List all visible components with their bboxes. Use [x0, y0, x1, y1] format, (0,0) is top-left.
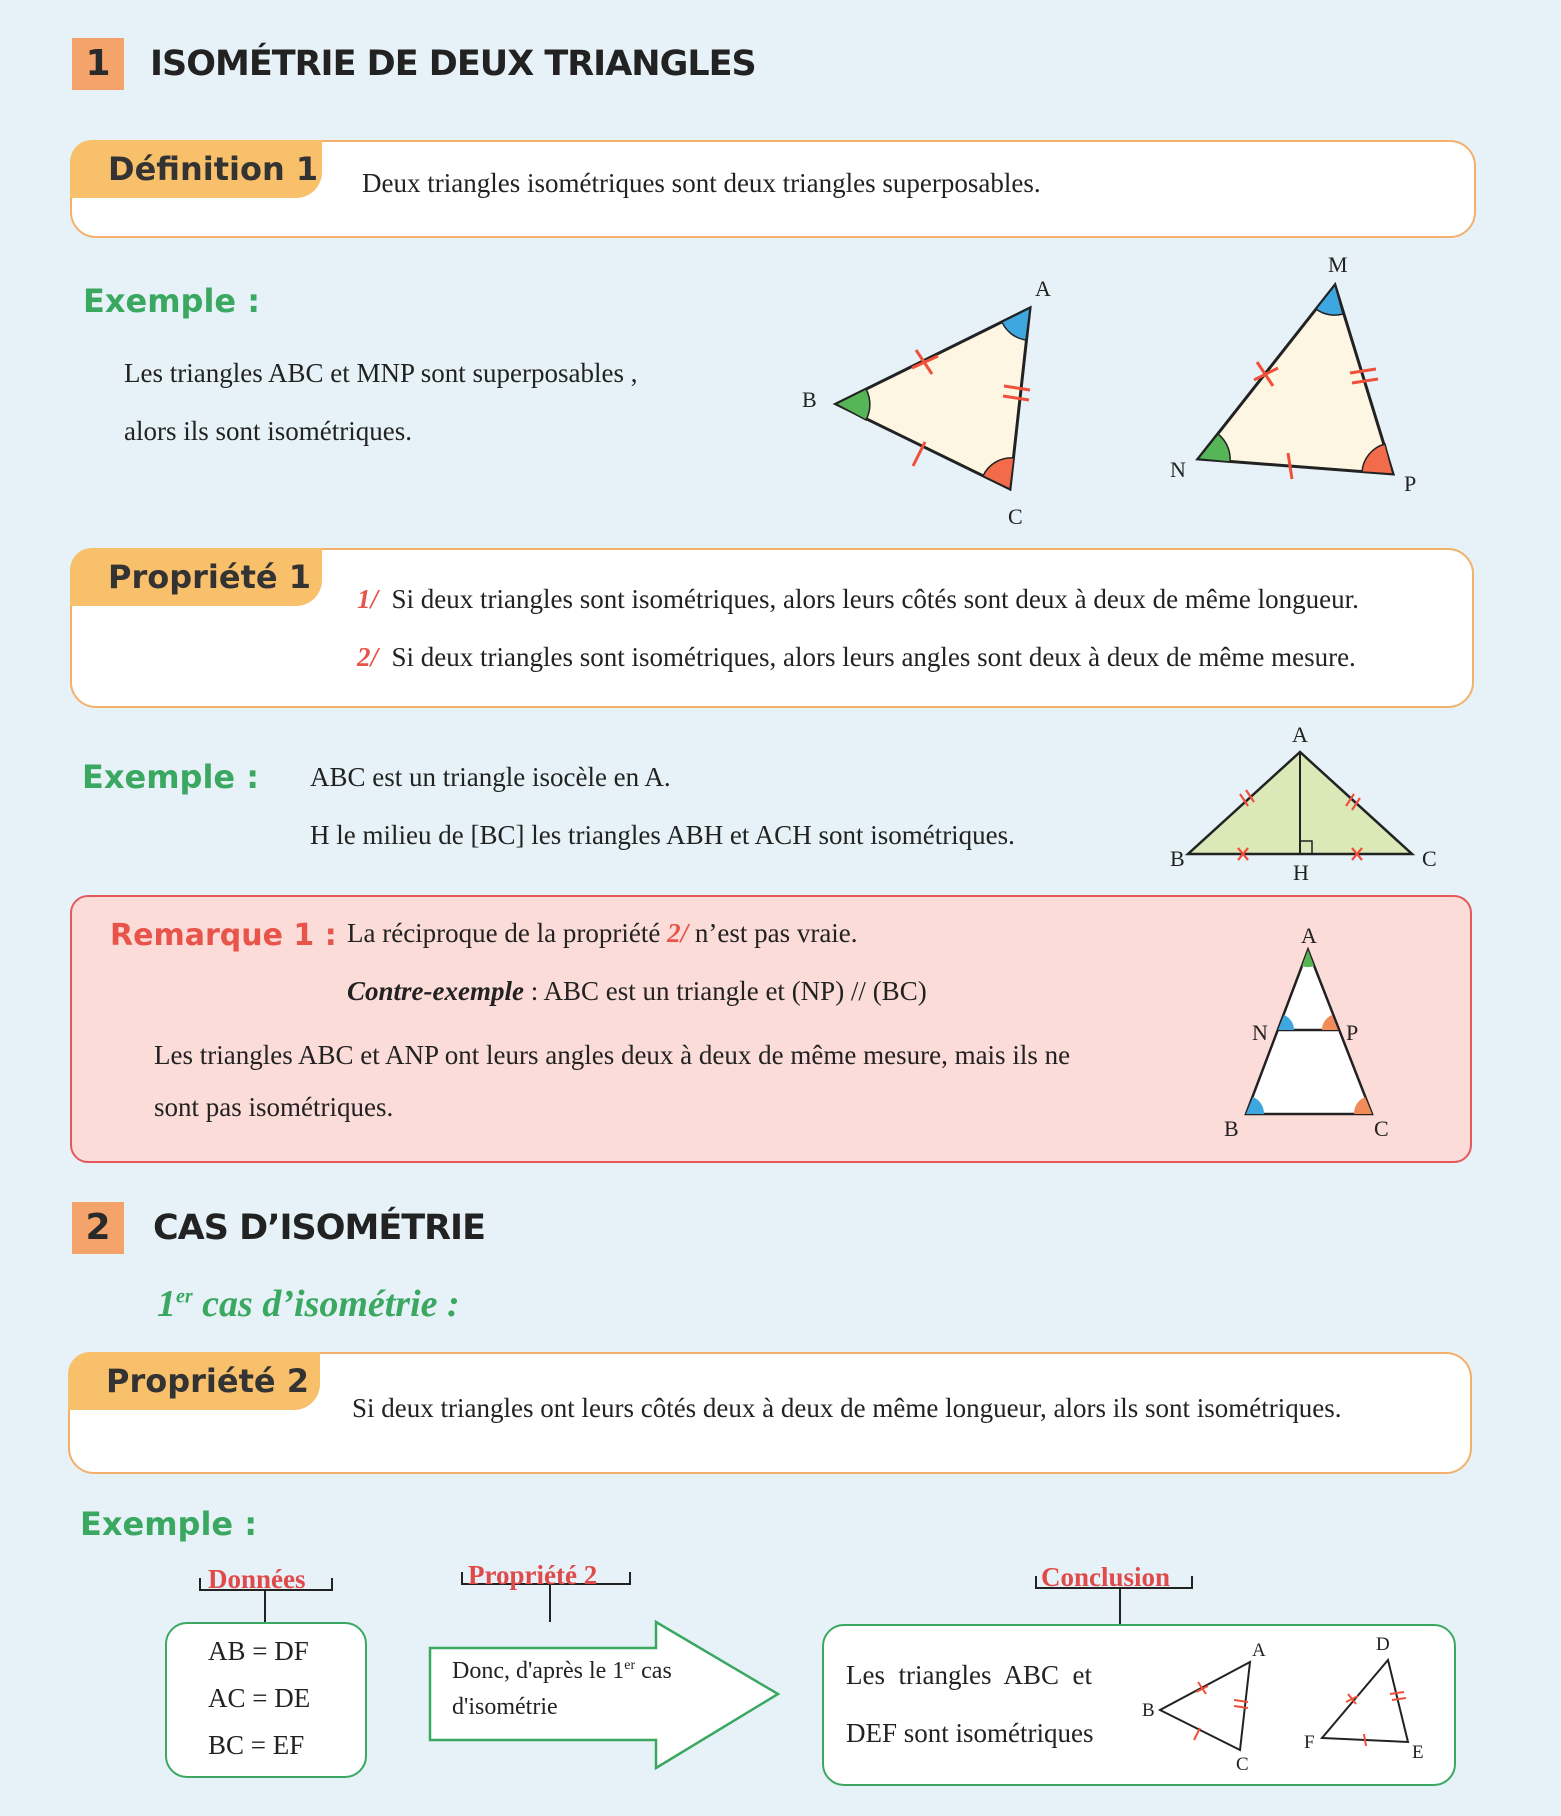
cas1-num: 1	[157, 1283, 176, 1325]
remarque-title: Remarque 1 :	[110, 918, 337, 953]
arrow-text-1	[452, 1658, 672, 1685]
small-label-e: E	[1412, 1742, 1424, 1763]
iso-label-h: H	[1293, 860, 1309, 885]
angle-m-mark	[1316, 285, 1343, 315]
exemple2-line1: ABC est un triangle isocèle en A.	[310, 762, 671, 792]
donnees-label: Données	[208, 1564, 306, 1594]
label-b: B	[802, 387, 817, 412]
section2-title: CAS D’ISOMÉTRIE	[153, 1208, 485, 1248]
small-triangle-def	[1322, 1660, 1408, 1742]
small-label-a: A	[1252, 1640, 1266, 1661]
conclusion-figures	[1130, 1630, 1430, 1780]
remarque-line1-a: La réciproque de la propriété	[347, 918, 661, 948]
arrow-text-sup: er	[624, 1658, 636, 1673]
remarque-line4: sont pas isométriques.	[154, 1092, 394, 1122]
remarque-line1	[347, 918, 858, 949]
label-m: M	[1328, 252, 1348, 277]
ce-label-c: C	[1374, 1116, 1389, 1141]
conclusion-line2: DEF sont isométriques	[846, 1718, 1094, 1748]
arrow-text-2: d'isométrie	[452, 1694, 558, 1720]
definition-text: Deux triangles isométriques sont deux triangles superposables.	[362, 168, 1041, 198]
small-label-b: B	[1142, 1700, 1155, 1721]
arrow-text-b: cas	[635, 1658, 672, 1684]
ce-label-n: N	[1252, 1020, 1268, 1045]
item2-text: Si deux triangles sont isométriques, alors leurs angles sont deux à deux de même mesure.	[391, 642, 1356, 672]
label-c: C	[1008, 504, 1023, 529]
angle-b-mark	[836, 389, 870, 420]
propriete1-item1	[357, 584, 1359, 615]
exemple-label: Exemple :	[83, 282, 261, 320]
conclusion-line1: Les triangles ABC et	[846, 1660, 1092, 1690]
propriete1-tab: Propriété 1	[70, 548, 322, 606]
ce-label-p: P	[1346, 1020, 1359, 1045]
cas1-text: cas d’isométrie :	[192, 1283, 460, 1325]
isosceles-figure	[1160, 720, 1460, 890]
small-label-d: D	[1376, 1634, 1390, 1655]
item1-text: Si deux triangles sont isométriques, alors leurs côtés sont deux à deux de même longueur.	[391, 584, 1359, 614]
remarque-num: 2/	[667, 918, 689, 948]
cas1-title	[157, 1282, 460, 1326]
arrow-text-a: Donc, d'après le 1	[452, 1658, 625, 1684]
propriete1-item2	[357, 642, 1356, 673]
remarque-line3: Les triangles ABC et ANP ont leurs angles deux à deux de même mesure, mais ils ne	[154, 1040, 1071, 1070]
donnee-3: BC = EF	[208, 1730, 305, 1760]
ce-label-a: A	[1301, 923, 1317, 948]
exemple-label-2: Exemple :	[82, 758, 260, 796]
small-label-f: F	[1304, 1732, 1315, 1753]
iso-label-b: B	[1170, 846, 1185, 871]
propriete2-text: Si deux triangles ont leurs côtés deux à deux de même longueur, alors ils sont isométriques.	[352, 1393, 1342, 1423]
iso-label-a: A	[1292, 722, 1308, 747]
label-a: A	[1035, 276, 1051, 301]
section-title: ISOMÉTRIE DE DEUX TRIANGLES	[150, 44, 756, 84]
remarque-line1-b: n’est pas vraie.	[694, 918, 858, 948]
item2-number: 2/	[357, 642, 379, 672]
small-label-c: C	[1236, 1754, 1249, 1775]
contre-exemple-line	[347, 976, 927, 1007]
conclusion-label: Conclusion	[1041, 1562, 1171, 1592]
definition-tab: Définition 1	[70, 140, 322, 198]
triangle-mnp-figure	[1160, 250, 1440, 510]
cas1-sup: er	[176, 1285, 193, 1308]
iso-label-c: C	[1422, 846, 1437, 871]
section-number: 1	[72, 38, 124, 90]
triangle-abc-figure	[780, 270, 1080, 540]
exemple1-line2: alors ils sont isométriques.	[124, 416, 412, 446]
exemple2-line2: H le milieu de [BC] les triangles ABH et ACH sont isométriques.	[310, 820, 1015, 850]
propriete2-tab: Propriété 2	[68, 1352, 320, 1410]
contre-exemple-figure	[1210, 915, 1430, 1145]
contre-exemple-label: Contre-exemple	[347, 976, 524, 1006]
exemple1-line1: Les triangles ABC et MNP sont superposables ,	[124, 358, 638, 388]
item1-number: 1/	[357, 584, 379, 614]
contre-exemple-text: : ABC est un triangle et (NP) // (BC)	[530, 976, 927, 1006]
label-n: N	[1170, 457, 1186, 482]
donnee-1: AB = DF	[208, 1636, 309, 1666]
exemple-label-3: Exemple :	[80, 1505, 258, 1543]
donnee-2: AC = DE	[208, 1683, 311, 1713]
propriete-label: Propriété 2	[468, 1560, 598, 1590]
ce-label-b: B	[1224, 1116, 1239, 1141]
label-p: P	[1404, 471, 1417, 496]
section2-number: 2	[72, 1202, 124, 1254]
